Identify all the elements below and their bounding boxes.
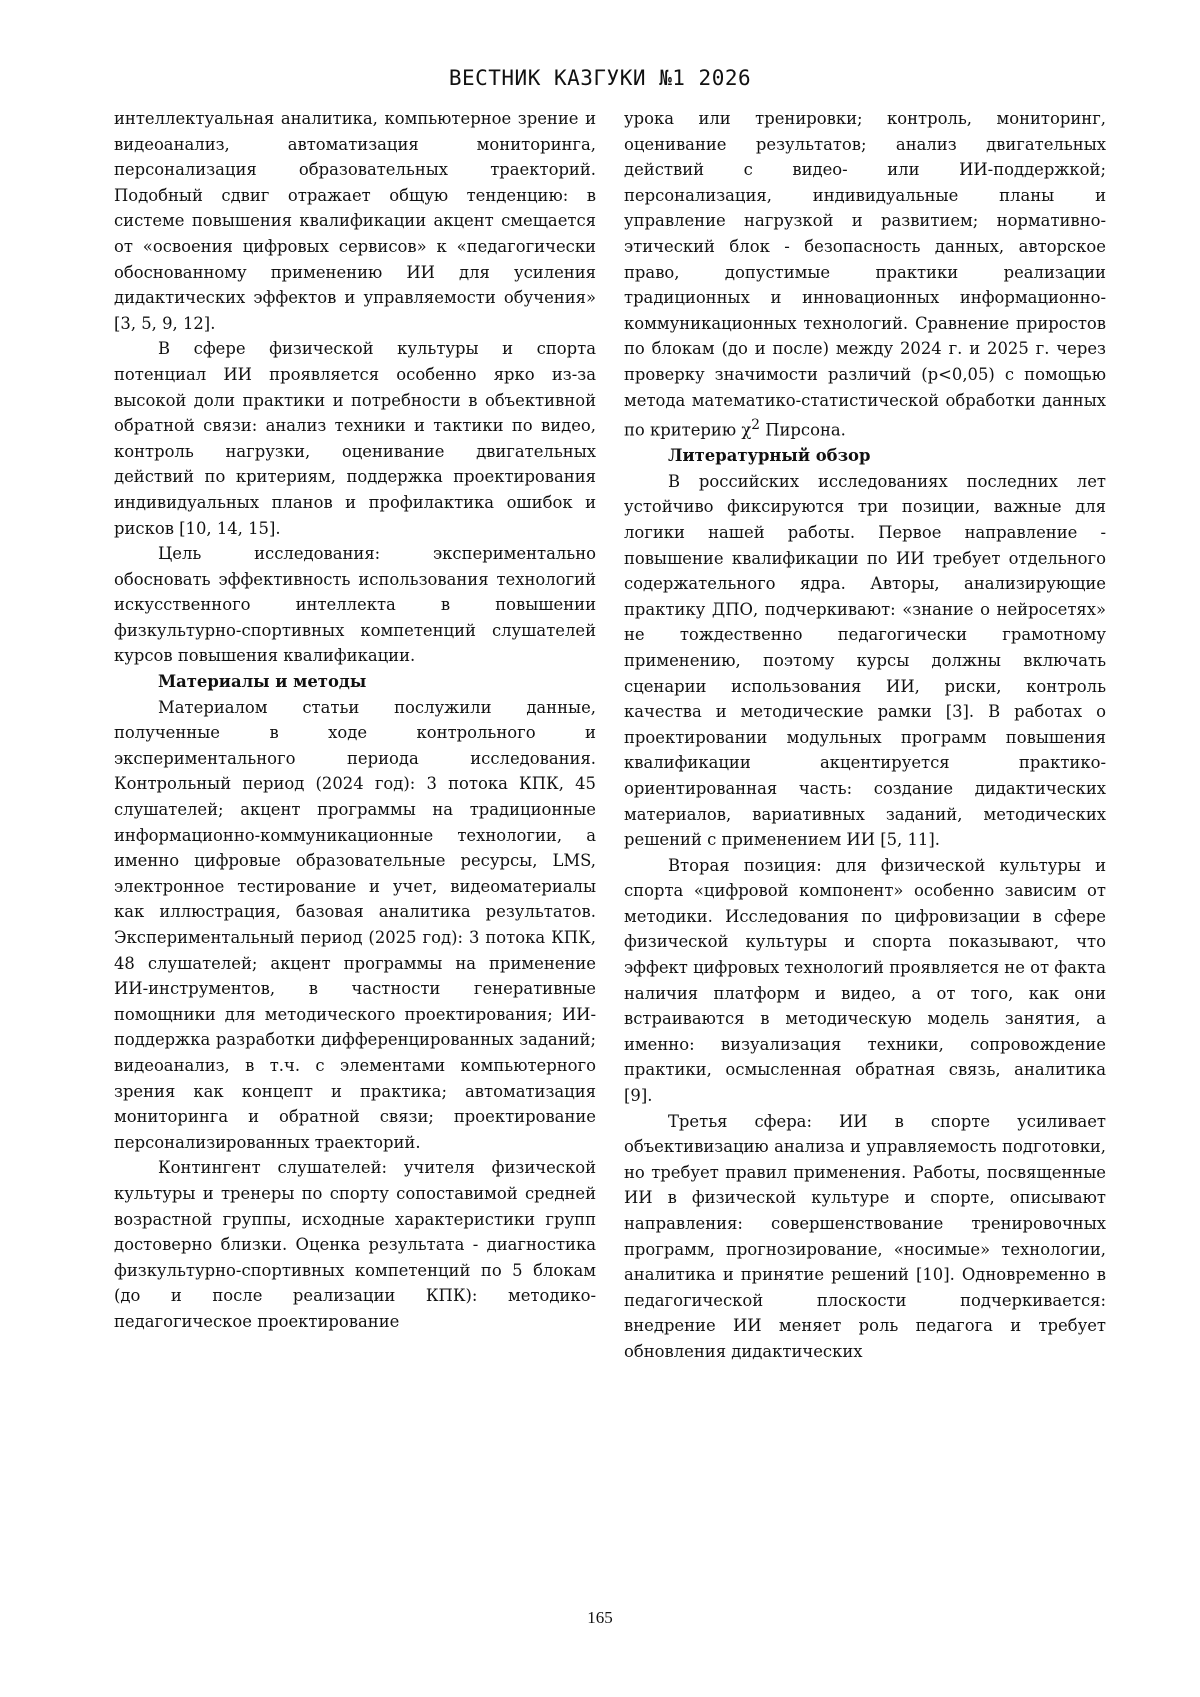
left-column: [114, 106, 596, 1335]
body-paragraph: [624, 106, 1106, 443]
body-paragraph: интеллектуальная аналитика, компьютерное зрение и видеоанализ, автоматизация мониторинга, персонализация образовательных траекторий. Подобный сдвиг отражает общую тенденцию: в системе повышения квалификации акцент смещается от «освоения цифровых сервисов» к «педагогически обоснованному применению ИИ для усиления дидактических эффектов и управляемости обучения» [3, 5, 9, 12].: [114, 109, 596, 333]
section-heading-methods: Материалы и методы: [158, 672, 367, 692]
paragraph-text: урока или тренировки; контроль, мониторинг, оценивание результатов; анализ двигательных действий с видео- или ИИ-поддержкой; персонализация, индивидуальные планы и управление нагрузкой и развитием; нормативно-этический блок - безопасность данных, авторское право, допустимые практики реализации традиционных и инновационных информационно-коммуникационных технологий. Сравнение приростов по блокам (до и после) между 2024 г. и 2025 г. через проверку значимости различий (p<0,05) с помощью метода математико-статистической обработки данных по критерию: [624, 109, 1106, 440]
body-paragraph: Материалом статьи послужили данные, полученные в ходе контрольного и экспериментального периода исследования. Контрольный период (2024 год): 3 потока КПК, 45 слушателей; акцент программы на традиционные информационно-коммуникационные технологии, а именно цифровые образовательные ресурсы, LMS, электронное тестирование и учет, видеоматериалы как иллюстрация, базовая аналитика результатов. Экспериментальный период (2025 год): 3 потока КПК, 48 слушателей; акцент программы на применение ИИ-инструментов, в частности генеративные помощники для методического проектирования; ИИ-поддержка разработки дифференцированных заданий; видеоанализ, в т.ч. с элементами компьютерного зрения как концепт и практика; автоматизация мониторинга и обратной связи; проектирование персонализированных траекторий.: [114, 697, 596, 1152]
section-heading-review: Литературный обзор: [668, 446, 871, 466]
right-column: [624, 106, 1106, 1365]
body-paragraph: В сфере физической культуры и спорта потенциал ИИ проявляется особенно ярко из-за высокой доли практики и потребности в объективной обратной связи: анализ техники и тактики по видео, контроль нагрузки, оценивание двигательных действий по критериям, поддержка проектирования индивидуальных планов и профилактика ошибок и рисков [10, 14, 15].: [114, 339, 596, 538]
journal-running-head: ВЕСТНИК КАЗГУКИ №1 2026: [448, 66, 752, 90]
body-paragraph: Цель исследования: экспериментально обосновать эффективность использования технологий искусственного интеллекта в повышении физкультурно-спортивных компетенций слушателей курсов повышения квалификации.: [114, 544, 596, 666]
body-paragraph: В российских исследованиях последних лет устойчиво фиксируются три позиции, важные для логики нашей работы. Первое направление - повышение квалификации по ИИ требует отдельного содержательного ядра. Авторы, анализирующие практику ДПО, подчеркивают: «знание о нейросетях» не тождественно педагогически грамотному применению, поэтому курсы должны включать сценарии использования ИИ, риски, контроль качества и методические рамки [3]. В работах о проектировании модульных программ повышения квалификации акцентируется практико-ориентированная часть: создание дидактических материалов, вариативных заданий, методических решений с применением ИИ [5, 11].: [624, 471, 1106, 850]
paragraph-text: Пирсона.: [759, 420, 846, 440]
page-number: 165: [587, 1608, 613, 1627]
chi-symbol: χ: [741, 420, 752, 440]
superscript: 2: [751, 417, 760, 434]
body-paragraph: Контингент слушателей: учителя физической культуры и тренеры по спорту сопоставимой средней возрастной группы, исходные характеристики групп достоверно близки. Оценка результата - диагностика физкультурно-спортивных компетенций по 5 блокам (до и после реализации КПК): методико-педагогическое проектирование: [114, 1158, 596, 1331]
body-paragraph: Вторая позиция: для физической культуры и спорта «цифровой компонент» особенно зависим от методики. Исследования по цифровизации в сфере физической культуры и спорта показывают, что эффект цифровых технологий проявляется не от факта наличия платформ и видео, а от того, как они встраиваются в методическую модель занятия, а именно: визуализация техники, сопровождение практики, осмысленная обратная связь, аналитика [9].: [624, 855, 1106, 1106]
body-paragraph: Третья сфера: ИИ в спорте усиливает объективизацию анализа и управляемость подготовки, но требует правил применения. Работы, посвященные ИИ в физической культуре и спорте, описывают направления: совершенствование тренировочных программ, прогнозирование, «носимые» технологии, аналитика и принятие решений [10]. Одновременно в педагогической плоскости подчеркивается: внедрение ИИ меняет роль педагога и требует обновления дидактических: [624, 1111, 1106, 1361]
